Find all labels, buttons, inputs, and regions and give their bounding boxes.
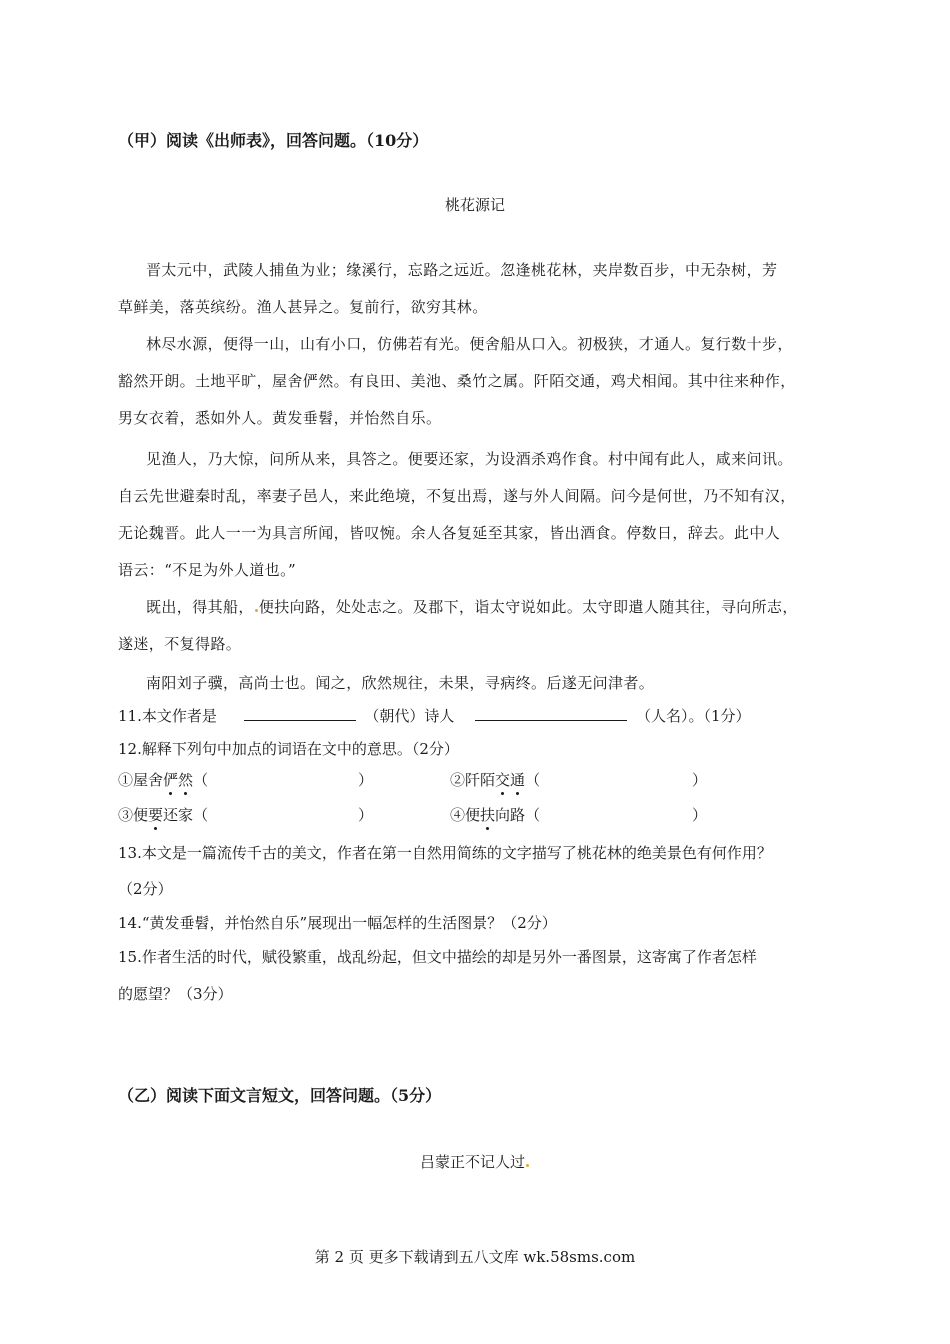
q12-item-4-open: （	[525, 806, 541, 824]
answer-blank-dynasty[interactable]	[244, 706, 356, 721]
paragraph-1-line-2: 草鲜美，落英缤纷。渔人甚异之。复前行，欲穷其林。	[118, 298, 488, 316]
q12-item-2-open: （	[525, 771, 541, 789]
paragraph-2-line-1: 林尽水源，便得一山，山有小口，仿佛若有光。便舍船从口入。初极狭，才通人。复行数十步，	[146, 335, 793, 353]
section-a-heading: （甲）阅读《出师表》，回答问题。（10分）	[118, 131, 429, 150]
q12-item-1-dotted-2: 然	[178, 771, 194, 789]
q12-item-4-num: ④	[450, 806, 466, 824]
answer-blank-name[interactable]	[475, 706, 627, 721]
q12-item-2-pre: 阡陌	[465, 771, 496, 789]
question-12: 12.解释下列句中加点的词语在文中的意思。（2分）	[118, 740, 459, 758]
q12-item-2-dotted-1: 交	[495, 771, 511, 789]
paragraph-3-line-2: 自云先世避秦时乱，率妻子邑人，来此绝境，不复出焉，遂与外人间隔。问今是何世，乃不知有汉，	[118, 487, 796, 505]
q12-item-3-post: 还家	[163, 806, 194, 824]
q12-item-1-open: （	[193, 771, 209, 789]
q12-item-1	[118, 769, 208, 790]
q12-item-3-dotted-1: 要	[148, 806, 164, 824]
paragraph-2-line-3: 男女衣着，悉如外人。黄发垂髫，并怡然自乐。	[118, 409, 442, 427]
question-11	[118, 705, 751, 726]
section-b-title-text: 吕蒙正不记人过	[419, 1153, 525, 1171]
q12-item-3-num: ③	[118, 806, 134, 824]
paragraph-3-line-3: 无论魏晋。此人一一为具言所闻，皆叹惋。余人各复延至其家，皆出酒食。停数日，辞去。此中人	[118, 524, 781, 542]
q12-item-1-num: ①	[118, 771, 134, 789]
question-15-line-2: 的愿望？（3分）	[118, 985, 233, 1003]
q12-item-1-dotted-1: 俨	[163, 771, 179, 789]
question-13-line-1: 13.本文是一篇流传千古的美文，作者在第一自然用简练的文字描写了桃花林的绝美景色有何作用？	[118, 844, 772, 862]
paragraph-4-line-1-a: 既出，得其船，	[146, 598, 254, 616]
q12-item-3-pre: 便	[133, 806, 149, 824]
paragraph-1-line-1: 晋太元中，武陵人捕鱼为业；缘溪行，忘路之远近。忽逢桃花林，夹岸数百步，中无杂树，芳	[146, 261, 778, 279]
q12-item-2-num: ②	[450, 771, 466, 789]
q12-item-2-dotted-2: 通	[510, 771, 526, 789]
question-15-line-1: 15.作者生活的时代，赋役繁重，战乱纷起，但文中描绘的却是另外一番图景，这寄寓了作者怎样	[118, 948, 757, 966]
q12-item-4-pre: 便	[465, 806, 481, 824]
paragraph-4-line-2: 遂迷，不复得路。	[118, 635, 242, 653]
passage-title: 桃花源记	[444, 196, 505, 214]
paragraph-3-line-1: 见渔人，乃大惊，问所从来，具答之。便要还家，为设酒杀鸡作食。村中闻有此人，咸来问讯。	[146, 450, 793, 468]
q12-item-1-pre: 屋舍	[133, 771, 164, 789]
q12-item-3	[118, 804, 208, 825]
question-14: 14.“黄发垂髫，并怡然自乐”展现出一幅怎样的生活图景？（2分）	[118, 914, 557, 932]
q12-item-3-open: （	[193, 806, 209, 824]
yellow-mark-2	[526, 1164, 529, 1167]
paragraph-2-line-2: 豁然开朗。土地平旷，屋舍俨然。有良田、美池、桑竹之属。阡陌交通，鸡犬相闻。其中往来种作，	[118, 372, 796, 390]
q12-item-4-post: 向路	[495, 806, 526, 824]
paragraph-4-line-1	[146, 589, 798, 626]
question-11-text-a: 11.本文作者是	[118, 707, 217, 725]
page-footer: 第 2 页 更多下载请到五八文库 wk.58sms.com	[314, 1248, 636, 1266]
question-11-text-b: （朝代）诗人	[364, 707, 455, 725]
q12-item-3-close: ）	[358, 806, 374, 824]
paragraph-3-line-4: 语云：“不足为外人道也。”	[118, 561, 297, 579]
yellow-mark	[255, 609, 258, 612]
q12-item-4-dotted-1: 扶	[480, 806, 496, 824]
section-b-title	[0, 1151, 950, 1172]
paragraph-5-line-1: 南阳刘子骥，高尚士也。闻之，欣然规往，未果，寻病终。后遂无问津者。	[146, 674, 655, 692]
q12-item-1-close: ）	[358, 771, 374, 789]
q12-item-2-close: ）	[692, 771, 708, 789]
q12-item-4-close: ）	[692, 806, 708, 824]
q12-item-4	[450, 804, 540, 825]
section-b-heading: （乙）阅读下面文言短文，回答问题。（5分）	[118, 1086, 442, 1105]
paragraph-4-line-1-b: 便扶向路，处处志之。及郡下，诣太守说如此。太守即遣人随其往，寻向所志，	[258, 598, 798, 616]
q12-item-2	[450, 769, 540, 790]
question-11-text-c: （人名）。（1分）	[636, 707, 751, 725]
question-13-line-2: （2分）	[118, 880, 173, 898]
